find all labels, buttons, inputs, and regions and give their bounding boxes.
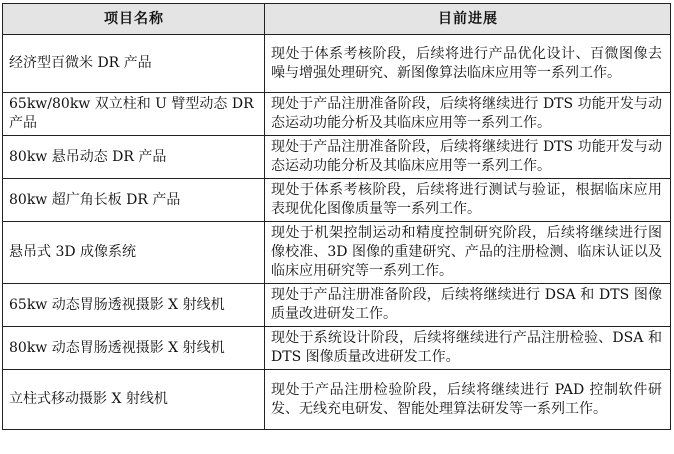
progress-cell: 现处于产品注册检验阶段，后续将继续进行 PAD 控制软件研发、无线充电研发、智能处理算法研发等一系列工作。	[265, 370, 671, 430]
header-project-name: 项目名称	[3, 4, 265, 35]
project-name-cell: 80kw 超广角长板 DR 产品	[3, 179, 265, 222]
progress-cell: 现处于系统设计阶段，后续将继续进行产品注册检验、DSA 和 DTS 图像质量改进研发工作。	[265, 327, 671, 370]
project-name-cell: 80kw 悬吊动态 DR 产品	[3, 136, 265, 179]
project-name-cell: 80kw 动态胃肠透视摄影 X 射线机	[3, 327, 265, 370]
progress-cell: 现处于机架控制运动和精度控制研究阶段，后续将继续进行图像校准、3D 图像的重建研究、产品的注册检测、临床认证以及临床应用研究等一系列工作。	[265, 222, 671, 284]
progress-cell: 现处于产品注册准备阶段，后续将继续进行 DSA 和 DTS 图像质量改进研发工作。	[265, 284, 671, 327]
project-name-cell: 立柱式移动摄影 X 射线机	[3, 370, 265, 430]
project-progress-table	[2, 3, 671, 430]
table-header-row	[3, 4, 671, 35]
progress-cell: 现处于体系考核阶段，后续将进行产品优化设计、百微图像去噪与增强处理研究、新图像算法临床应用等一系列工作。	[265, 35, 671, 93]
table-row	[3, 136, 671, 179]
progress-cell: 现处于产品注册准备阶段，后续将继续进行 DTS 功能开发与动态运动功能分析及其临床应用等一系列工作。	[265, 93, 671, 136]
table-row	[3, 179, 671, 222]
table-row	[3, 35, 671, 93]
project-name-cell: 悬吊式 3D 成像系统	[3, 222, 265, 284]
project-name-cell: 经济型百微米 DR 产品	[3, 35, 265, 93]
project-name-cell: 65kw 动态胃肠透视摄影 X 射线机	[3, 284, 265, 327]
progress-cell: 现处于产品注册准备阶段，后续将继续进行 DTS 功能开发与动态运动功能分析及其临床应用等一系列工作。	[265, 136, 671, 179]
table-row	[3, 370, 671, 430]
table-row	[3, 327, 671, 370]
project-name-cell: 65kw/80kw 双立柱和 U 臂型动态 DR 产品	[3, 93, 265, 136]
progress-cell: 现处于体系考核阶段，后续将进行测试与验证，根据临床应用表现优化图像质量等一系列工作。	[265, 179, 671, 222]
table-row	[3, 284, 671, 327]
header-current-progress: 目前进展	[265, 4, 671, 35]
table-row	[3, 222, 671, 284]
table-row	[3, 93, 671, 136]
